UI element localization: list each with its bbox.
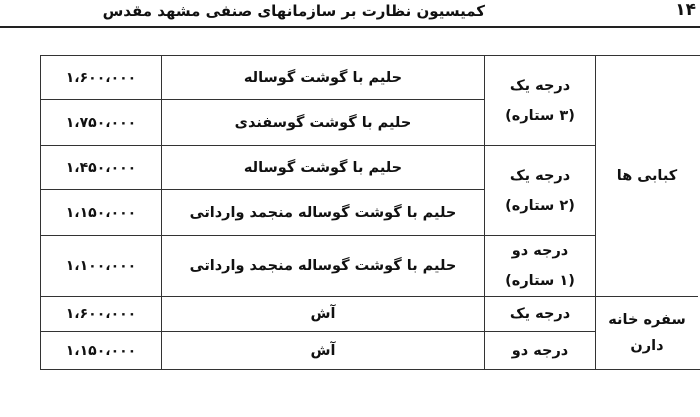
item-cell: آش xyxy=(162,332,485,370)
grade-cell xyxy=(485,332,596,370)
item-cell: حلیم با گوشت گوساله منجمد وارداتی xyxy=(162,190,485,236)
header-divider xyxy=(0,26,700,28)
item-cell: حلیم با گوشت گوسفندی xyxy=(162,100,485,146)
grade-label: درجه دو xyxy=(511,342,569,359)
price-table xyxy=(40,55,700,370)
grade-label: درجه یک xyxy=(509,77,571,94)
price-cell: ۱،۱۵۰،۰۰۰ xyxy=(41,332,162,370)
price-cell: ۱،۱۰۰،۰۰۰ xyxy=(41,236,162,297)
grade-cell xyxy=(485,146,596,236)
page-number: ۱۴ xyxy=(675,0,696,20)
grade-stars: (۳ ستاره) xyxy=(505,107,575,124)
category-cell: سفره خانه دارن xyxy=(596,297,699,370)
price-cell: ۱،۷۵۰،۰۰۰ xyxy=(41,100,162,146)
price-cell: ۱،۱۵۰،۰۰۰ xyxy=(41,190,162,236)
item-cell: آش xyxy=(162,297,485,332)
grade-label: درجه یک xyxy=(509,167,571,184)
item-cell: حلیم با گوشت گوساله xyxy=(162,146,485,190)
grade-cell xyxy=(485,56,596,146)
grade-label: درجه یک xyxy=(509,306,571,322)
grade-stars: (۱ ستاره) xyxy=(505,273,575,289)
page-title: کمیسیون نظارت بر سازمانهای صنفی مشهد مقدس xyxy=(102,2,485,20)
table-row xyxy=(41,297,700,332)
grade-label: درجه دو xyxy=(511,243,569,259)
table-row xyxy=(41,56,700,100)
item-cell: حلیم با گوشت گوساله xyxy=(162,56,485,100)
price-cell: ۱،۶۰۰،۰۰۰ xyxy=(41,297,162,332)
item-cell: حلیم با گوشت گوساله منجمد وارداتی xyxy=(162,236,485,297)
price-cell: ۱،۶۰۰،۰۰۰ xyxy=(41,56,162,100)
price-cell: ۱،۴۵۰،۰۰۰ xyxy=(41,146,162,190)
grade-cell xyxy=(485,297,596,332)
page-header xyxy=(0,0,700,28)
grade-stars: (۲ ستاره) xyxy=(505,197,575,214)
category-cell: کبابی ها xyxy=(596,56,699,297)
grade-cell xyxy=(485,236,596,297)
